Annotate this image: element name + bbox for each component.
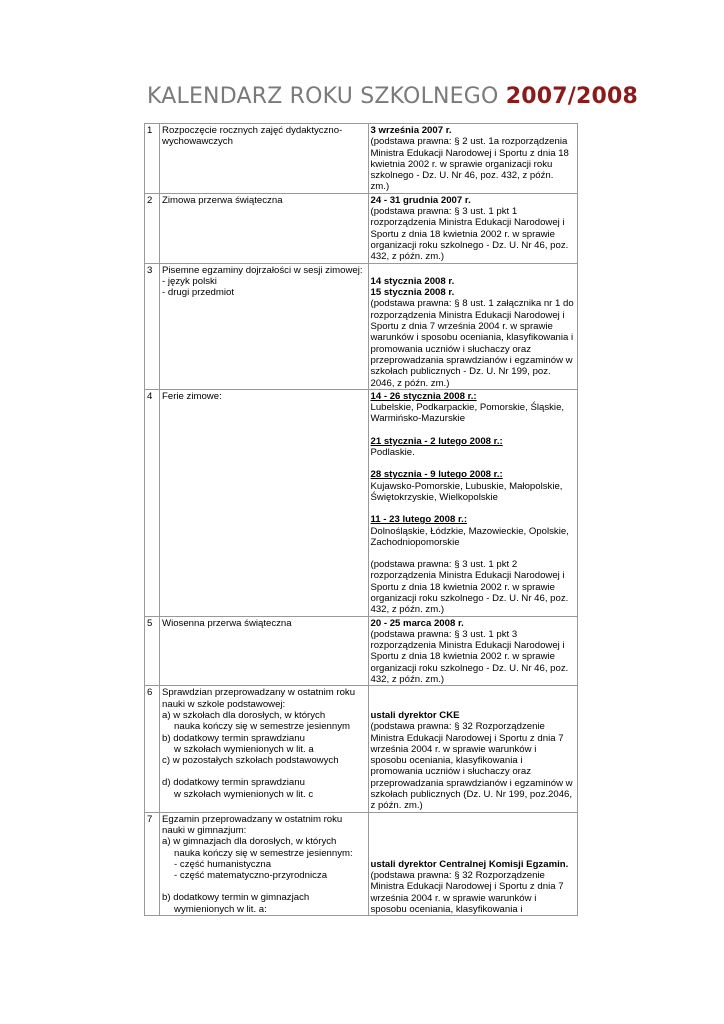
desc-item: a) w gimnazjach dla dorosłych, w których [162, 836, 337, 848]
page-title [147, 84, 638, 109]
event-date-cell [368, 812, 578, 916]
row-number: 2 [145, 193, 160, 263]
legal-basis: (podstawa prawna: § 8 ust. 1 załącznika nr 1 do rozporządzenia Ministra Edukacji Narodowej i Sportu z dnia 7 września 2004 r. w sprawie warunków i sposobu oceniania, klasyfikowania i promowania uczniów i słuchaczy oraz przeprowadzania sprawdzianów i egzaminów w szkołach publicznych - Dz. U. Nr 199, poz. 2046, z późn. zm.) [370, 298, 574, 389]
table-row [145, 616, 578, 686]
legal-basis: (podstawa prawna: § 2 ust. 1a rozporządzenia Ministra Edukacji Narodowej i Sportu z dnia 18 kwietnia 2002 r. w sprawie organizacji roku szkolnego - Dz. U. Nr 46, poz. 432, z późn. zm.) [370, 136, 569, 193]
desc-item-cont: - część matematyczno-przyrodnicza [174, 870, 328, 882]
event-description: Ferie zimowe: [160, 389, 368, 616]
period-date: 14 - 26 stycznia 2008 r.: [370, 390, 477, 402]
period-regions: Podlaskie. [370, 447, 415, 459]
period-regions: Kujawsko-Pomorskie, Lubuskie, Małopolskie, Świętokrzyskie, Wielkopolskie [370, 480, 563, 503]
event-date-cell [368, 389, 578, 616]
desc-item-cont: - część humanistyczna [174, 858, 272, 870]
row-number: 1 [145, 124, 160, 194]
table-row [145, 124, 578, 194]
period-date: 21 stycznia - 2 lutego 2008 r.: [370, 435, 503, 447]
table-row [145, 812, 578, 916]
event-description: Wiosenna przerwa świąteczna [160, 616, 368, 686]
desc-item-cont: wymienionych w lit. a: [174, 903, 267, 915]
legal-basis: (podstawa prawna: § 32 Rozporządzenie Ministra Edukacji Narodowej i Sportu z dnia 7 września 2004 r. w sprawie warunków i sposobu oceniania, klasyfikowania i promowania uczniów i słuchaczy oraz przeprowadzania sprawdzianów i egzaminów w szkołach publicznych (Dz. U. Nr 199, poz.2046, z późn. zm.) [370, 721, 573, 812]
school-calendar-table [144, 123, 578, 916]
legal-basis: (podstawa prawna: § 3 ust. 1 pkt 1 rozporządzenia Ministra Edukacji Narodowej i Sportu z dnia 18 kwietnia 2002 r. w sprawie organizacji roku szkolnego - Dz. U. Nr 46, poz. 432, z późn. zm.) [370, 206, 569, 263]
row-number: 4 [145, 389, 160, 616]
event-description: Zimowa przerwa świąteczna [160, 193, 368, 263]
desc-intro: Egzamin przeprowadzany w ostatnim roku nauki w gimnazjum: [162, 813, 343, 836]
row-number: 6 [145, 686, 160, 812]
event-date: 3 września 2007 r. [370, 125, 452, 136]
event-description [160, 686, 368, 812]
row-number: 3 [145, 263, 160, 389]
event-description: Rozpoczęcie rocznych zajęć dydaktyczno-wychowawczych [160, 124, 368, 194]
desc-item-cont: w szkołach wymienionych w lit. c [174, 788, 314, 800]
desc-item: a) w szkołach dla dorosłych, w których [162, 709, 326, 721]
event-date-cell [368, 263, 578, 389]
title-year: 2007/2008 [505, 84, 639, 109]
table-row [145, 389, 578, 616]
period-regions: Lubelskie, Podkarpackie, Pomorskie, Śląskie, Warmińsko-Mazurskie [370, 402, 565, 425]
row-number: 5 [145, 616, 160, 686]
desc-item: b) dodatkowy termin sprawdzianu [162, 732, 305, 744]
desc-item-cont: nauka kończy się w semestrze jesiennym [174, 721, 350, 733]
event-date: 15 stycznia 2008 r. [370, 287, 455, 299]
event-date: 20 - 25 marca 2008 r. [370, 617, 464, 629]
desc-item-cont: w szkołach wymienionych w lit. a [174, 743, 314, 755]
event-description [160, 263, 368, 389]
desc-item-cont: nauka kończy się w semestrze jesiennym: [174, 847, 353, 859]
table-row [145, 263, 578, 389]
event-date: 14 stycznia 2008 r. [370, 275, 455, 287]
legal-basis: (podstawa prawna: § 32 Rozporządzenie Ministra Edukacji Narodowej i Sportu z dnia 7 września 2004 r. w sprawie warunków i sposobu oceniania, klasyfikowania i [370, 870, 564, 915]
event-date-cell [368, 616, 578, 686]
desc-line: Pisemne egzaminy dojrzałości w sesji zimowej: [162, 264, 363, 276]
row-number: 7 [145, 812, 160, 916]
desc-intro: Sprawdzian przeprowadzany w ostatnim roku nauki w szkole podstawowej: [162, 687, 356, 710]
period-date: 28 stycznia - 9 lutego 2008 r.: [370, 469, 503, 481]
event-date-cell [368, 686, 578, 812]
table-row [145, 193, 578, 263]
desc-line: - drugi przedmiot [162, 287, 235, 299]
event-date: ustali dyrektor CKE [370, 709, 460, 721]
event-date-cell [368, 124, 578, 194]
desc-item: d) dodatkowy termin sprawdzianu [162, 777, 305, 789]
table-row [145, 686, 578, 812]
period-date: 11 - 23 lutego 2008 r.: [370, 514, 468, 526]
title-text: KALENDARZ ROKU SZKOLNEGO [147, 84, 499, 109]
event-date: 24 - 31 grudnia 2007 r. [370, 194, 471, 206]
desc-item: c) w pozostałych szkołach podstawowych [162, 755, 339, 767]
event-description [160, 812, 368, 916]
event-date-cell [368, 193, 578, 263]
desc-line: - język polski [162, 275, 217, 287]
period-regions: Dolnośląskie, Łódzkie, Mazowieckie, Opolskie, Zachodniopomorskie [370, 525, 569, 548]
legal-basis: (podstawa prawna: § 3 ust. 1 pkt 2 rozporządzenia Ministra Edukacji Narodowej i Sportu z dnia 18 kwietnia 2002 r. w sprawie organizacji roku szkolnego - Dz. U. Nr 46, poz. 432, z późn. zm.) [370, 559, 569, 616]
legal-basis: (podstawa prawna: § 3 ust. 1 pkt 3 rozporządzenia Ministra Edukacji Narodowej i Sportu z dnia 18 kwietnia 2002 r. w sprawie organizacji roku szkolnego - Dz. U. Nr 46, poz. 432, z późn. zm.) [370, 628, 569, 686]
event-date: ustali dyrektor Centralnej Komisji Egzamin. [370, 858, 569, 870]
desc-item: b) dodatkowy termin w gimnazjach [162, 892, 310, 904]
